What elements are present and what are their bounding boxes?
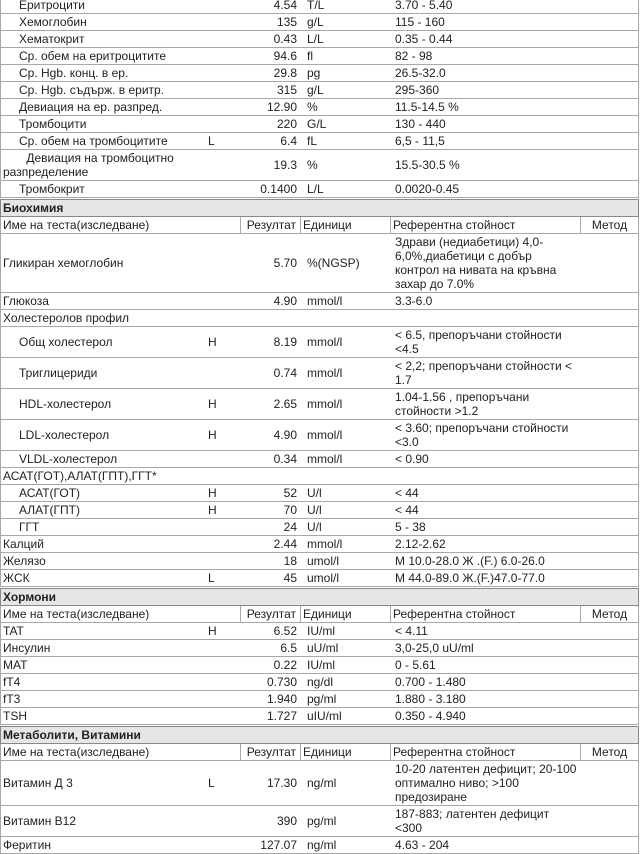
result-value: 127.07 xyxy=(260,838,297,852)
abnormal-flag xyxy=(206,4,241,6)
result-value: 0.730 xyxy=(266,675,297,689)
result-value: 94.6 xyxy=(273,49,297,63)
abnormal-flag xyxy=(206,844,241,846)
abnormal-flag: H xyxy=(208,503,217,517)
header-reference: Референтна стойност xyxy=(391,744,581,760)
test-name: Девиация на тромбоцитно разпределение xyxy=(3,151,178,179)
test-name: АЛАТ(ГПТ) xyxy=(19,503,80,517)
method-cell xyxy=(581,55,638,57)
header-result: Резултат xyxy=(241,606,301,622)
test-name: Тромбокрит xyxy=(19,182,85,196)
reference-range: < 44 xyxy=(395,503,419,517)
result-value: 4.90 xyxy=(273,428,297,442)
result-row xyxy=(0,65,639,82)
abnormal-flag: H xyxy=(208,428,217,442)
result-row xyxy=(0,502,639,519)
result-row xyxy=(0,293,639,310)
test-name: MAT xyxy=(3,658,28,672)
result-row xyxy=(0,31,639,48)
method-cell xyxy=(581,630,638,632)
result-unit: mmol/l xyxy=(307,294,343,308)
result-row xyxy=(0,420,639,451)
test-name: Гликиран хемоглобин xyxy=(3,256,124,270)
result-row xyxy=(0,553,639,570)
test-name: Витамин Д 3 xyxy=(3,776,73,790)
result-row xyxy=(0,837,639,854)
abnormal-flag xyxy=(206,38,241,40)
reference-range: 0.0020-0.45 xyxy=(395,182,460,196)
reference-range: 15.5-30.5 % xyxy=(395,158,460,172)
reference-range: 0.35 - 0.44 xyxy=(395,32,453,46)
result-value: 2.44 xyxy=(273,537,297,551)
abnormal-flag xyxy=(206,188,241,190)
reference-range: 0.350 - 4.940 xyxy=(395,709,466,723)
reference-range: 3,0-25,0 uU/ml xyxy=(395,641,474,655)
reference-range: 2.12-2.62 xyxy=(395,537,446,551)
method-cell xyxy=(581,123,638,125)
reference-range: 130 - 440 xyxy=(395,117,446,131)
reference-range: 82 - 98 xyxy=(395,49,433,63)
result-row xyxy=(0,657,639,674)
result-value: 315 xyxy=(276,83,297,97)
method-cell xyxy=(581,72,638,74)
abnormal-flag xyxy=(206,123,241,125)
result-row xyxy=(0,150,639,181)
result-unit: L/L xyxy=(307,32,324,46)
result-unit: ng/ml xyxy=(307,838,337,852)
test-name: Ср. обем на еритроцитите xyxy=(19,49,167,63)
section-title: Метаболити, Витамини xyxy=(0,726,639,744)
abnormal-flag xyxy=(206,664,241,666)
result-unit: G/L xyxy=(307,117,327,131)
result-value: 1.727 xyxy=(266,709,297,723)
result-unit: fl xyxy=(307,49,313,63)
section-title: Хормони xyxy=(0,588,639,606)
abnormal-flag xyxy=(206,560,241,562)
test-name: АСАТ(ГОТ) xyxy=(19,486,81,500)
result-unit: pg/ml xyxy=(307,692,337,706)
test-name: HDL-холестерол xyxy=(19,397,112,411)
result-unit: U/l xyxy=(307,520,322,534)
result-value: 220 xyxy=(276,117,297,131)
result-unit: mmol/l xyxy=(307,428,343,442)
result-row xyxy=(0,234,639,293)
result-row xyxy=(0,485,639,502)
result-unit: g/L xyxy=(307,83,324,97)
header-method: Метод xyxy=(591,745,628,759)
reference-range: 10-20 латентен дефицит; 20-100 оптимално ниво; >100 предозиране xyxy=(395,762,577,804)
method-cell xyxy=(581,526,638,528)
test-name: ГГТ xyxy=(19,520,40,534)
result-row xyxy=(0,519,639,536)
method-cell xyxy=(581,647,638,649)
result-row xyxy=(0,14,639,31)
header-method: Метод xyxy=(591,218,628,232)
method-cell xyxy=(581,21,638,23)
result-unit: % xyxy=(307,158,318,172)
abnormal-flag xyxy=(206,820,241,822)
reference-range: 0.700 - 1.480 xyxy=(395,675,466,689)
abnormal-flag xyxy=(206,715,241,717)
reference-range: 1.880 - 3.180 xyxy=(395,692,466,706)
result-row xyxy=(0,327,639,358)
result-value: 0.74 xyxy=(273,366,297,380)
test-group-title: Холестеролов профил xyxy=(0,310,639,327)
result-unit: g/L xyxy=(307,15,324,29)
result-unit: ng/dl xyxy=(307,675,334,689)
test-name: Общ холестерол xyxy=(19,335,113,349)
abnormal-flag xyxy=(206,72,241,74)
test-name: Феритин xyxy=(3,838,51,852)
abnormal-flag: H xyxy=(208,624,217,638)
reference-range: M 44.0-89.0 Ж.(F.)47.0-77.0 xyxy=(395,571,545,585)
abnormal-flag xyxy=(206,543,241,545)
test-group-title: АСАТ(ГОТ),АЛАТ(ГПТ),ГГТ* xyxy=(0,468,639,485)
reference-range: M 10.0-28.0 Ж .(F.) 6.0-26.0 xyxy=(395,554,545,568)
abnormal-flag xyxy=(206,106,241,108)
method-cell xyxy=(581,164,638,166)
result-value: 6.4 xyxy=(280,134,297,148)
method-cell xyxy=(581,106,638,108)
header-reference: Референтна стойност xyxy=(391,606,581,622)
method-cell xyxy=(581,300,638,302)
reference-range: 4.63 - 204 xyxy=(395,838,450,852)
abnormal-flag xyxy=(206,647,241,649)
header-units: Единици xyxy=(301,606,391,622)
header-method: Метод xyxy=(591,607,628,621)
test-name: Хемоглобин xyxy=(19,15,87,29)
result-unit: umol/l xyxy=(307,554,340,568)
result-value: 18 xyxy=(283,554,297,568)
method-cell xyxy=(581,341,638,343)
test-name: Инсулин xyxy=(3,641,51,655)
method-cell xyxy=(581,434,638,436)
method-cell xyxy=(581,458,638,460)
result-row xyxy=(0,133,639,150)
method-cell xyxy=(581,681,638,683)
result-value: 4.90 xyxy=(273,294,297,308)
reference-range: 26.5-32.0 xyxy=(395,66,446,80)
result-unit: uIU/ml xyxy=(307,709,342,723)
result-value: 0.22 xyxy=(273,658,297,672)
abnormal-flag xyxy=(206,262,241,264)
result-row xyxy=(0,389,639,420)
reference-range: < 44 xyxy=(395,486,419,500)
abnormal-flag xyxy=(206,55,241,57)
test-name: Ср. Hgb. съдърж. в еритр. xyxy=(19,83,165,97)
result-value: 0.43 xyxy=(273,32,297,46)
abnormal-flag: H xyxy=(208,486,217,500)
result-row xyxy=(0,806,639,837)
reference-range: 187-883; латентен дефицит <300 xyxy=(395,807,550,835)
reference-range: < 4.11 xyxy=(395,624,428,638)
header-test-name: Име на теста(изследване) xyxy=(1,744,241,760)
method-cell xyxy=(581,782,638,784)
result-value: 17.30 xyxy=(266,776,297,790)
result-row xyxy=(0,116,639,133)
method-cell xyxy=(581,577,638,579)
test-name: TAT xyxy=(3,624,24,638)
method-cell xyxy=(581,140,638,142)
result-value: 135 xyxy=(276,15,297,29)
reference-range: 3.3-6.0 xyxy=(395,294,433,308)
header-result: Резултат xyxy=(241,744,301,760)
result-row xyxy=(0,358,639,389)
test-name: fT4 xyxy=(3,675,21,689)
test-name: fT3 xyxy=(3,692,21,706)
header-reference: Референтна стойност xyxy=(391,217,581,233)
reference-range: 0 - 5.61 xyxy=(395,658,436,672)
test-name: Триглицериди xyxy=(19,366,98,380)
result-value: 19.3 xyxy=(273,158,297,172)
test-name: VLDL-холестерол xyxy=(19,452,118,466)
result-row xyxy=(0,48,639,65)
test-name: Калций xyxy=(3,537,44,551)
result-value: 6.5 xyxy=(280,641,297,655)
result-unit: uU/ml xyxy=(307,641,339,655)
abnormal-flag xyxy=(206,458,241,460)
test-name: Ср. Hgb. конц. в ер. xyxy=(19,66,129,80)
reference-range: < 2,2; препоръчани стойности < 1.7 xyxy=(395,359,573,387)
reference-range: 295-360 xyxy=(395,83,440,97)
test-name: Хематокрит xyxy=(19,32,85,46)
abnormal-flag: H xyxy=(208,397,217,411)
result-value: 52 xyxy=(283,486,297,500)
method-cell xyxy=(581,543,638,545)
result-unit: umol/l xyxy=(307,571,340,585)
test-name: Ср. обем на тромбоцитите xyxy=(19,134,168,148)
reference-range: 3.70 - 5.40 xyxy=(395,0,453,12)
section-title: Биохимия xyxy=(0,199,639,217)
result-row xyxy=(0,99,639,116)
result-row xyxy=(0,82,639,99)
result-row xyxy=(0,623,639,640)
column-header-row xyxy=(0,217,639,234)
abnormal-flag xyxy=(206,164,241,166)
abnormal-flag xyxy=(206,681,241,683)
result-row xyxy=(0,570,639,587)
result-unit: IU/ml xyxy=(307,658,335,672)
reference-range: 5 - 38 xyxy=(395,520,426,534)
result-unit: U/l xyxy=(307,486,322,500)
result-unit: IU/ml xyxy=(307,624,335,638)
result-row xyxy=(0,181,639,198)
test-name: Тромбоцити xyxy=(19,117,87,131)
test-name: ЖСК xyxy=(3,571,30,585)
header-test-name: Име на теста(изследване) xyxy=(1,606,241,622)
reference-range: < 0.90 xyxy=(395,452,429,466)
test-name: Витамин B12 xyxy=(3,814,77,828)
result-row xyxy=(0,691,639,708)
result-unit: mmol/l xyxy=(307,452,343,466)
method-cell xyxy=(581,698,638,700)
method-cell xyxy=(581,664,638,666)
abnormal-flag: L xyxy=(208,134,215,148)
abnormal-flag xyxy=(206,372,241,374)
result-value: 4.54 xyxy=(273,0,297,12)
result-value: 24 xyxy=(283,520,297,534)
result-row xyxy=(0,451,639,468)
test-name: Еритроцити xyxy=(19,0,85,12)
abnormal-flag xyxy=(206,300,241,302)
result-row xyxy=(0,708,639,725)
column-header-row xyxy=(0,606,639,623)
method-cell xyxy=(581,492,638,494)
header-result: Резултат xyxy=(241,217,301,233)
result-unit: pg/ml xyxy=(307,814,337,828)
method-cell xyxy=(581,820,638,822)
result-row xyxy=(0,640,639,657)
test-name: Желязо xyxy=(3,554,46,568)
method-cell xyxy=(581,262,638,264)
reference-range: Здрави (недиабетици) 4,0-6,0%,диабетици с добър контрол на нивата на кръвна захар до 7.0% xyxy=(395,235,557,291)
result-value: 0.1400 xyxy=(260,182,297,196)
reference-range: 6,5 - 11,5 xyxy=(395,134,445,148)
header-units: Единици xyxy=(301,744,391,760)
result-unit: %(NGSP) xyxy=(307,256,360,270)
result-value: 2.65 xyxy=(273,397,297,411)
result-value: 1.940 xyxy=(266,692,297,706)
header-units: Единици xyxy=(301,217,391,233)
result-unit: L/L xyxy=(307,182,324,196)
result-value: 45 xyxy=(283,571,297,585)
header-test-name: Име на теста(изследване) xyxy=(1,217,241,233)
method-cell xyxy=(581,844,638,846)
result-value: 5.70 xyxy=(273,256,297,270)
reference-range: 115 - 160 xyxy=(395,15,445,29)
reference-range: < 3.60; препоръчани стойности <3.0 xyxy=(395,421,569,449)
method-cell xyxy=(581,188,638,190)
method-cell xyxy=(581,509,638,511)
result-unit: T/L xyxy=(307,0,325,12)
abnormal-flag: L xyxy=(208,776,215,790)
result-value: 8.19 xyxy=(273,335,297,349)
abnormal-flag xyxy=(206,526,241,528)
abnormal-flag xyxy=(206,89,241,91)
test-name: Глюкоза xyxy=(3,294,49,308)
result-value: 6.52 xyxy=(273,624,297,638)
reference-range: 11.5-14.5 % xyxy=(395,100,459,114)
method-cell xyxy=(581,89,638,91)
method-cell xyxy=(581,4,638,6)
result-unit: pg xyxy=(307,66,321,80)
test-name: Девиация на ер. разпред. xyxy=(19,100,163,114)
method-cell xyxy=(581,372,638,374)
result-row xyxy=(0,674,639,691)
test-name: TSH xyxy=(3,709,27,723)
method-cell xyxy=(581,38,638,40)
test-name: LDL-холестерол xyxy=(19,428,110,442)
method-cell xyxy=(581,715,638,717)
abnormal-flag xyxy=(206,698,241,700)
result-value: 29.8 xyxy=(273,66,297,80)
result-row xyxy=(0,0,639,14)
reference-range: < 6.5, препоръчани стойности <4.5 xyxy=(395,328,562,356)
result-unit: mmol/l xyxy=(307,397,343,411)
method-cell xyxy=(581,560,638,562)
result-unit: % xyxy=(307,100,318,114)
result-row xyxy=(0,536,639,553)
result-row xyxy=(0,761,639,806)
result-value: 70 xyxy=(283,503,297,517)
abnormal-flag xyxy=(206,21,241,23)
method-cell xyxy=(581,403,638,405)
result-value: 390 xyxy=(276,814,297,828)
result-unit: mmol/l xyxy=(307,335,343,349)
abnormal-flag: L xyxy=(208,571,215,585)
column-header-row xyxy=(0,744,639,761)
result-value: 12.90 xyxy=(266,100,297,114)
abnormal-flag: H xyxy=(208,335,217,349)
result-value: 0.34 xyxy=(273,452,297,466)
reference-range: 1.04-1.56 , препоръчани стойности >1.2 xyxy=(395,390,530,418)
result-unit: U/l xyxy=(307,503,322,517)
result-unit: ng/ml xyxy=(307,776,337,790)
result-unit: mmol/l xyxy=(307,537,343,551)
result-unit: mmol/l xyxy=(307,366,343,380)
result-unit: fL xyxy=(307,134,318,148)
